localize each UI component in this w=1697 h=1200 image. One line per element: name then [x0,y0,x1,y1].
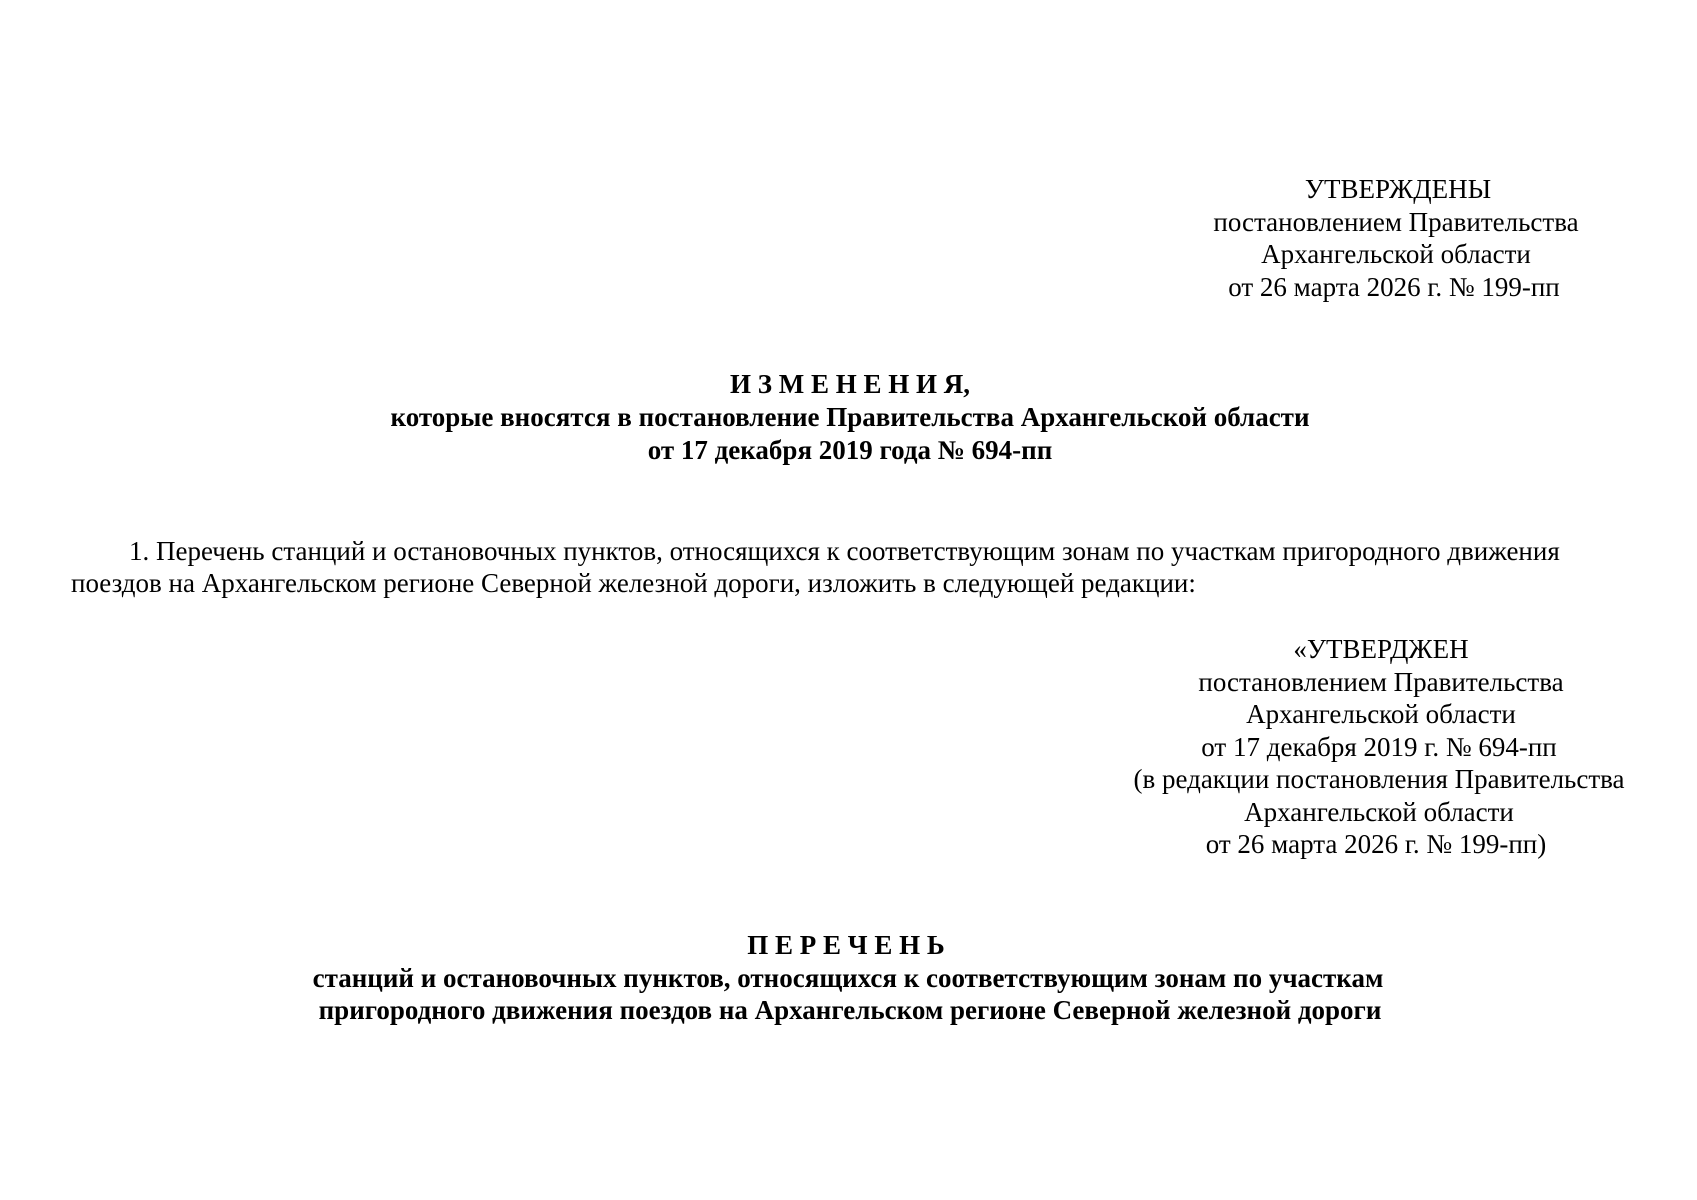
paragraph-line: поездов на Архангельском регионе Северной железной дороги, изложить в следующей редакции: [71,568,1196,598]
approval-title: УТВЕРЖДЕНЫ [1304,174,1492,204]
approval-line: постановлением Правительства [1198,667,1564,697]
paragraph-line: 1. Перечень станций и остановочных пунктов, относящихся к соответствующим зонам по участкам пригородного движения [129,536,1560,566]
approval-line: Архангельской области [1244,797,1514,827]
approval-title: «УТВЕРДЖЕН [1293,634,1469,664]
approval-line: Архангельской области [1261,239,1531,269]
document-title: И З М Е Н Е Н И Я, [729,369,971,399]
approval-line: от 26 марта 2026 г. № 199-пп [1228,272,1560,302]
list-title: П Е Р Е Ч Е Н Ь [747,930,945,960]
document-subtitle: которые вносятся в постановление Правительства Архангельской области [390,402,1310,432]
approval-line: от 17 декабря 2019 г. № 694-пп [1201,732,1557,762]
list-subtitle: станций и остановочных пунктов, относящихся к соответствующим зонам по участкам [312,963,1384,993]
approval-line: (в редакции постановления Правительства [1133,764,1625,794]
list-subtitle: пригородного движения поездов на Архангельском регионе Северной железной дороги [318,995,1382,1025]
approval-line: Архангельской области [1246,699,1516,729]
approval-line: постановлением Правительства [1213,207,1579,237]
document-subtitle: от 17 декабря 2019 года № 694-пп [647,435,1053,465]
approval-line: от 26 марта 2026 г. № 199-пп) [1205,829,1547,859]
